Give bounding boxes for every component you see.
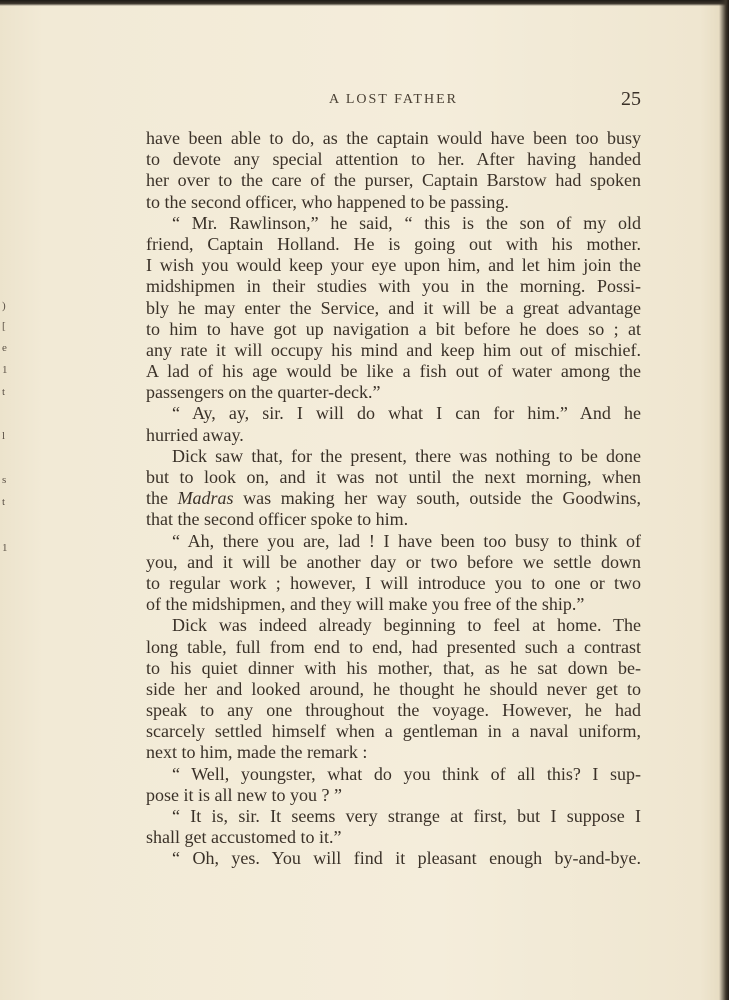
text-line: her over to the care of the purser, Captain Barstow had spoken: [146, 170, 641, 191]
text-line: “ It is, sir. It seems very strange at first, but I suppose I: [172, 806, 641, 826]
page-gutter-shadow: [719, 0, 729, 1000]
text-line: friend, Captain Holland. He is going out with his mother.: [146, 233, 641, 254]
text-line: “ Mr. Rawlinson,” he said, “ this is the son of my old: [172, 212, 641, 233]
text-line: “ Oh, yes. You will find it pleasant enough by-and-bye.: [172, 848, 641, 869]
text-line: Dick was indeed already beginning to feel at home. The: [172, 615, 641, 636]
page-number: 25: [621, 88, 641, 110]
text-line: passengers on the quarter-deck.”: [146, 382, 381, 403]
text-line: scarcely settled himself when a gentleman in a naval uniform,: [146, 721, 641, 742]
text-line: to the second officer, who happened to be passing.: [146, 191, 509, 212]
text-line: long table, full from end to end, had presented such a contrast: [146, 636, 641, 657]
text-line: speak to any one throughout the voyage. However, he had: [146, 700, 641, 721]
text-line: you, and it will be another day or two before we settle down: [146, 551, 641, 572]
margin-mark: t: [2, 496, 6, 508]
text-line: to his quiet dinner with his mother, that, as he sat down be-: [146, 657, 641, 678]
margin-mark: t: [2, 386, 6, 398]
text-line: pose it is all new to you ? ”: [146, 784, 342, 805]
text-line: I wish you would keep your eye upon him, and let him join the: [146, 255, 641, 276]
page-header: [146, 90, 641, 114]
page-top-shadow: [0, 0, 729, 6]
text-line: of the midshipmen, and they will make you free of the ship.”: [146, 594, 585, 615]
text-line: next to him, made the remark :: [146, 742, 368, 763]
text-line: but to look on, and it was not until the next morning, when: [146, 467, 641, 487]
margin-mark: [: [2, 320, 6, 332]
text-line: midshipmen in their studies with you in the morning. Possi-: [146, 276, 641, 297]
margin-mark: ): [2, 300, 6, 312]
margin-mark: 1: [2, 364, 8, 376]
text-line: “ Well, youngster, what do you think of all this? I sup-: [172, 763, 641, 784]
text-line: to regular work ; however, I will introduce you to one or two: [146, 572, 641, 593]
text-line: hurried away.: [146, 424, 244, 445]
text-line: bly he may enter the Service, and it will be a great advantage: [146, 297, 641, 318]
ship-name: Madras: [177, 488, 234, 509]
margin-mark: 1: [2, 542, 8, 554]
text-line: “ Ah, there you are, lad ! I have been too busy to think of: [172, 530, 641, 551]
text-line: to devote any special attention to her. After having handed: [146, 149, 641, 170]
margin-mark: e: [2, 342, 7, 354]
text-line: side her and looked around, he thought he should never get to: [146, 678, 641, 699]
margin-mark: s: [2, 474, 7, 486]
text-line: “ Ay, ay, sir. I will do what I can for him.” And he: [172, 403, 641, 424]
text-line: A lad of his age would be like a fish out of water among the: [146, 361, 641, 382]
running-title: A LOST FATHER: [329, 92, 458, 107]
margin-mark: l: [2, 430, 6, 442]
text-line: the Madras was making her way south, outside the Goodwins,: [146, 488, 642, 509]
text-line: shall get accustomed to it.”: [146, 827, 342, 848]
body-text: [146, 128, 641, 870]
text-line: any rate it will occupy his mind and keep him out of mischief.: [146, 339, 641, 360]
bleed-through-marks: [0, 290, 14, 590]
text-line: to him to have got up navigation a bit before he does so ; at: [146, 318, 641, 339]
text-line: have been able to do, as the captain would have been too busy: [146, 128, 641, 148]
text-line: Dick saw that, for the present, there was nothing to be done: [172, 445, 641, 466]
text-line: that the second officer spoke to him.: [146, 509, 409, 530]
